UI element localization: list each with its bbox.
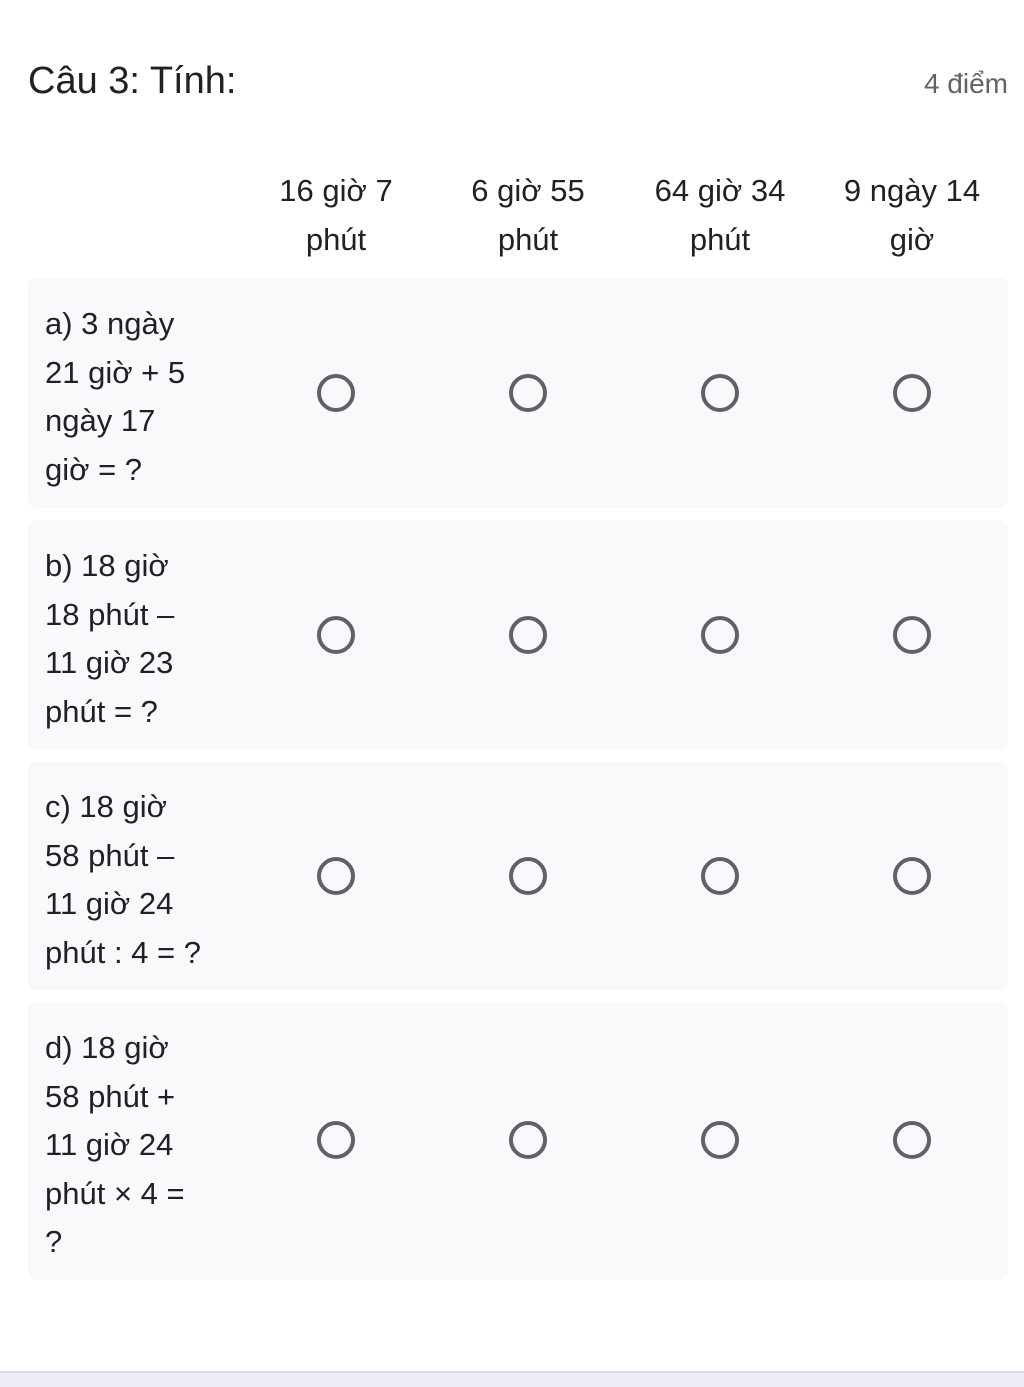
- radio-a-4[interactable]: [893, 374, 931, 412]
- page-bottom-divider: [0, 1371, 1024, 1387]
- row-label-b-line4: phút = ?: [45, 693, 158, 729]
- row-label-c: [45, 783, 225, 977]
- column-header-3-line2: phút: [689, 222, 751, 257]
- column-header-2-line2: phút: [497, 222, 559, 257]
- radio-b-2[interactable]: [509, 616, 547, 654]
- radio-d-2[interactable]: [509, 1121, 547, 1159]
- row-label-d-line5: ?: [45, 1224, 63, 1259]
- question-points: 4 điểm: [923, 68, 1008, 99]
- radio-b-1[interactable]: [317, 616, 355, 654]
- radio-d-3[interactable]: [701, 1121, 739, 1159]
- column-header-4-line2: giờ: [889, 222, 935, 257]
- row-label-d: [45, 1024, 225, 1267]
- grid-row-d: [28, 1002, 1008, 1280]
- row-label-b-line3: 11 giờ 23: [45, 645, 174, 680]
- row-label-b-line1: b) 18 giờ: [45, 548, 169, 583]
- row-label-a-line4: giờ = ?: [45, 451, 143, 487]
- radio-a-2[interactable]: [509, 374, 547, 412]
- column-header-2: [432, 166, 624, 264]
- grid-row-a: [28, 278, 1008, 508]
- column-header-1-line2: phút: [305, 222, 367, 257]
- question-title: Câu 3: Tính:: [28, 60, 237, 102]
- question-header: [28, 56, 1008, 106]
- row-label-d-line2: 58 phút +: [45, 1078, 176, 1114]
- radio-a-1[interactable]: [317, 374, 355, 412]
- row-label-d-line1: d) 18 giờ: [45, 1030, 169, 1065]
- radio-d-1[interactable]: [317, 1121, 355, 1159]
- column-header-3: [624, 166, 816, 264]
- column-header-1-line1: 16 giờ 7: [279, 173, 393, 208]
- row-label-b: [45, 542, 225, 736]
- row-label-c-line1: c) 18 giờ: [45, 789, 167, 824]
- radio-b-4[interactable]: [893, 616, 931, 654]
- radio-b-3[interactable]: [701, 616, 739, 654]
- row-label-c-line3: 11 giờ 24: [45, 886, 174, 921]
- row-label-d-line3: 11 giờ 24: [45, 1127, 174, 1162]
- column-header-1: [240, 166, 432, 264]
- row-label-c-line4: phút : 4 = ?: [45, 934, 201, 970]
- column-header-4-line1: 9 ngày 14: [843, 173, 981, 208]
- grid-row-c: [28, 761, 1008, 991]
- row-label-a-line2: 21 giờ + 5: [45, 354, 186, 390]
- grid-column-headers: [240, 166, 1008, 266]
- radio-d-4[interactable]: [893, 1121, 931, 1159]
- column-header-2-line1: 6 giờ 55: [471, 173, 585, 208]
- row-label-b-line2: 18 phút –: [45, 596, 175, 632]
- radio-c-4[interactable]: [893, 857, 931, 895]
- radio-c-1[interactable]: [317, 857, 355, 895]
- column-header-4: [816, 166, 1008, 264]
- row-label-c-line2: 58 phút –: [45, 837, 175, 873]
- radio-a-3[interactable]: [701, 374, 739, 412]
- grid-row-b: [28, 520, 1008, 750]
- column-header-3-line1: 64 giờ 34: [654, 173, 786, 208]
- row-label-d-line4: phút × 4 =: [45, 1175, 185, 1211]
- row-label-a: [45, 300, 225, 494]
- row-label-a-line3: ngày 17: [45, 403, 156, 438]
- radio-c-2[interactable]: [509, 857, 547, 895]
- row-label-a-line1: a) 3 ngày: [45, 306, 175, 341]
- radio-c-3[interactable]: [701, 857, 739, 895]
